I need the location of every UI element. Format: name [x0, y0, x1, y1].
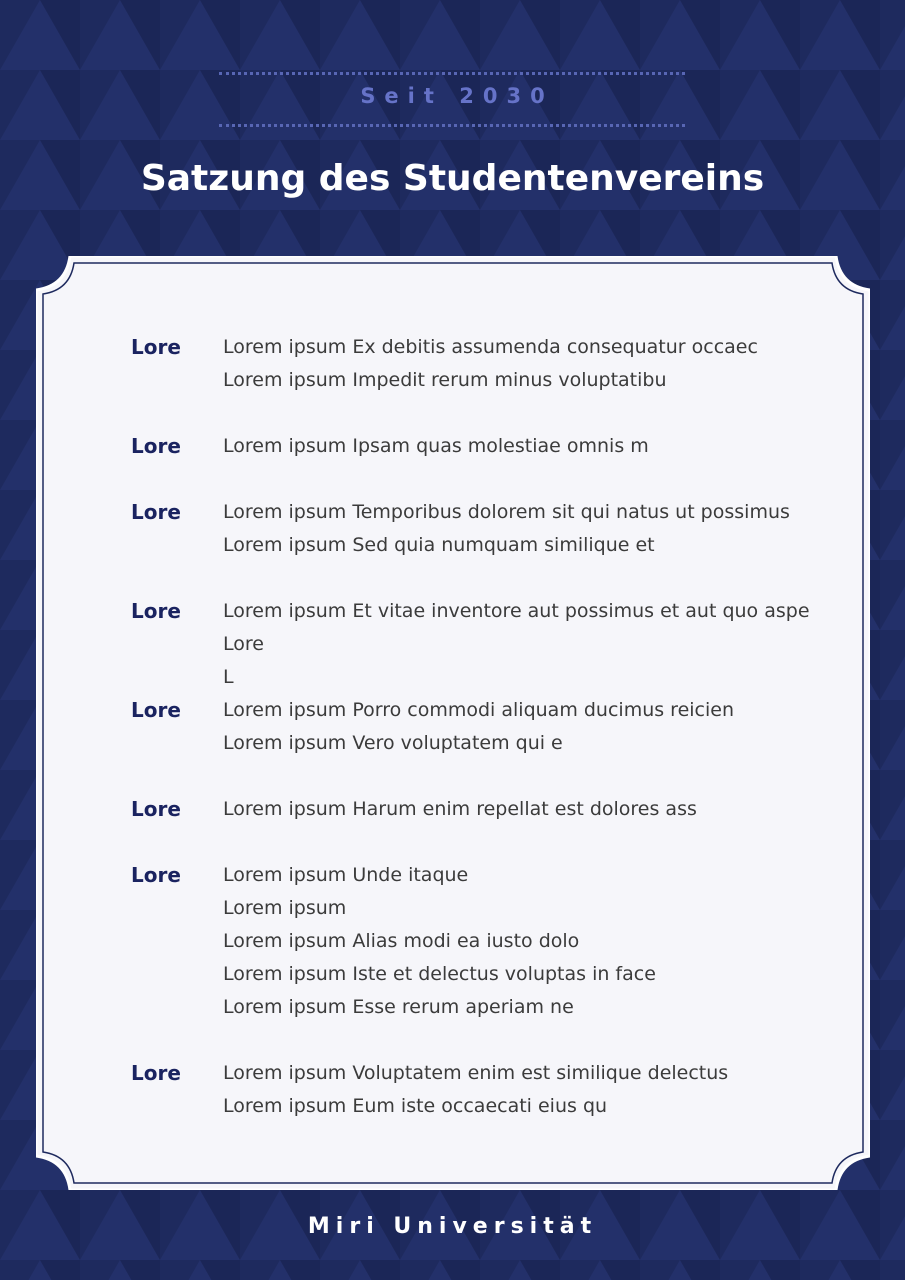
section-label: Lore [131, 599, 181, 623]
section-line: Lorem ipsum Impedit rerum minus voluptatibu [223, 369, 667, 391]
bylaw-section [131, 496, 831, 562]
section-label: Lore [131, 863, 181, 887]
section-line: Lorem ipsum Harum enim repellat est dolores ass [223, 798, 697, 820]
section-line: Lorem ipsum Esse rerum aperiam ne [223, 996, 574, 1018]
section-line: Lorem ipsum Eum iste occaecati eius qu [223, 1095, 608, 1117]
section-line: Lorem ipsum [223, 897, 347, 919]
section-line: L [223, 666, 234, 688]
section-label: Lore [131, 797, 181, 821]
bylaw-section [131, 694, 831, 760]
bottom-dotted-divider [219, 124, 685, 127]
section-line: Lorem ipsum Ipsam quas molestiae omnis m [223, 435, 649, 457]
section-line: Lorem ipsum Sed quia numquam similique et [223, 534, 655, 556]
bylaw-section [131, 331, 831, 397]
section-label: Lore [131, 335, 181, 359]
page-title: Satzung des Studentenvereins [140, 158, 765, 199]
section-line: Lorem ipsum Alias modi ea iusto dolo [223, 930, 580, 952]
bylaw-section [131, 595, 831, 694]
bylaw-section [131, 430, 831, 463]
bylaw-section [131, 859, 831, 1024]
section-line: Lorem ipsum Temporibus dolorem sit qui natus ut possimus [223, 501, 790, 523]
section-line: Lorem ipsum Iste et delectus voluptas in face [223, 963, 656, 985]
top-dotted-divider [219, 72, 685, 75]
section-label: Lore [131, 698, 181, 722]
since-label: Seit 2030 [360, 84, 554, 108]
section-label: Lore [131, 1061, 181, 1085]
bylaws-list [131, 331, 831, 1156]
section-line: Lorem ipsum Et vitae inventore aut possimus et aut quo aspe [223, 600, 810, 622]
section-line: Lorem ipsum Unde itaque [223, 864, 469, 886]
section-line: Lorem ipsum Porro commodi aliquam ducimus reicien [223, 699, 734, 721]
section-line: Lorem ipsum Voluptatem enim est similique delectus [223, 1062, 729, 1084]
bylaw-section [131, 793, 831, 826]
section-line: Lorem ipsum Ex debitis assumenda consequatur occaec [223, 336, 758, 358]
section-line: Lore [223, 633, 264, 655]
section-label: Lore [131, 434, 181, 458]
bylaw-section [131, 1057, 831, 1123]
university-name: Miri Universität [307, 1214, 598, 1239]
section-line: Lorem ipsum Vero voluptatem qui e [223, 732, 563, 754]
section-label: Lore [131, 500, 181, 524]
